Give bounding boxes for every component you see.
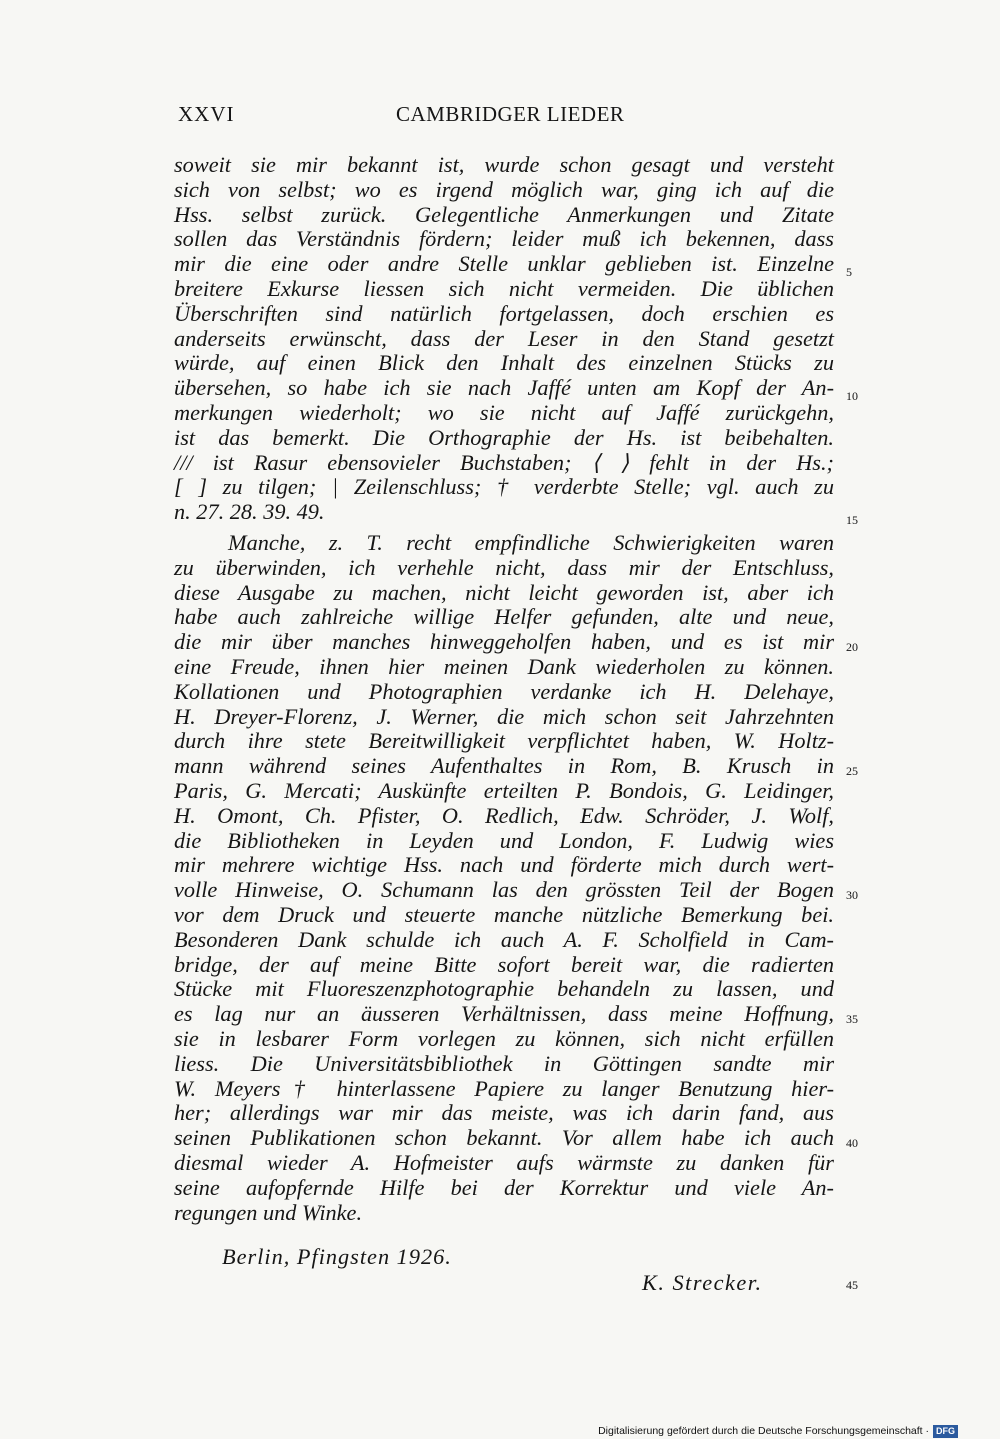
- text-line: Überschriften sind natürlich fortgelassen, doch erschien es: [174, 300, 834, 326]
- text-line: Stücke mit Fluoreszenzphotographie behandeln zu lassen, und: [174, 976, 834, 1002]
- digitization-credit: [598, 1424, 958, 1438]
- text-line: sich von selbst; wo es irgend möglich war, ging ich auf die: [174, 176, 834, 202]
- text-line: liess. Die Universitätsbibliothek in Göttingen sandte mir: [174, 1050, 834, 1076]
- text-line: würde, auf einen Blick den Inhalt des einzelnen Stücks zu: [174, 350, 834, 376]
- text-line: seinen Publikationen schon bekannt. Vor allem habe ich auch: [174, 1125, 834, 1151]
- text-line: regungen und Winke.: [174, 1199, 363, 1225]
- line-number: 15: [846, 513, 858, 527]
- place-date: Berlin, Pfingsten 1926.: [222, 1244, 452, 1269]
- text-line: H. Omont, Ch. Pfister, O. Redlich, Edw. Schröder, J. Wolf,: [174, 802, 834, 828]
- text-line: breitere Exkurse liessen sich nicht vermeiden. Die üblichen: [174, 276, 834, 301]
- text-line: [ ] zu tilgen; | Zeilenschluss; † verderbte Stelle; vgl. auch zu: [174, 474, 834, 500]
- text-line: mir die eine oder andre Stelle unklar geblieben ist. Einzelne: [174, 251, 834, 277]
- text-line: durch ihre stete Bereitwilligkeit verpflichtet haben, W. Holtz-: [174, 728, 834, 754]
- text-line: W. Meyers† hinterlassene Papiere zu langer Benutzung hier-: [174, 1075, 834, 1101]
- text-line: die mir über manches hinweggeholfen haben, und es ist mir: [174, 629, 834, 655]
- text-line: sie in lesbarer Form vorlegen zu können, sich nicht erfüllen: [174, 1026, 834, 1051]
- text-line: diese Ausgabe zu machen, nicht leicht geworden ist, aber ich: [174, 579, 834, 605]
- line-number: 10: [846, 389, 858, 403]
- text-line: /// ist Rasur ebensovieler Buchstaben; ⟨ ⟩ fehlt in der Hs.;: [174, 449, 834, 475]
- text-line: Besonderen Dank schulde ich auch A. F. Scholfield in Cam-: [174, 926, 834, 952]
- credit-text: Digitalisierung gefördert durch die Deutsche Forschungsgemeinschaft ·: [598, 1425, 929, 1437]
- text-line: zu überwinden, ich verhehle nicht, dass mir der Entschluss,: [174, 554, 834, 580]
- dfg-logo: DFG: [933, 1425, 958, 1438]
- line-number: 20: [846, 640, 858, 654]
- running-title: CAMBRIDGER LIEDER: [396, 102, 625, 126]
- line-number: 45: [846, 1278, 858, 1292]
- line-number: 30: [846, 888, 858, 902]
- text-line: habe auch zahlreiche willige Helfer gefunden, alte und neue,: [174, 604, 834, 630]
- line-number: 5: [846, 265, 852, 279]
- text-line: bridge, der auf meine Bitte sofort bereit war, die radierten: [174, 951, 834, 977]
- line-number: 25: [846, 764, 858, 778]
- text-line: die Bibliotheken in Leyden und London, F. Ludwig wies: [174, 827, 834, 853]
- text-line: eine Freude, ihnen hier meinen Dank wiederholen zu können.: [174, 654, 834, 679]
- text-line: diesmal wieder A. Hofmeister aufs wärmste zu danken für: [174, 1150, 834, 1175]
- text-line: volle Hinweise, O. Schumann las den grössten Teil der Bogen: [174, 877, 834, 903]
- text-line: merkungen wiederholt; wo sie nicht auf Jaffé zurückgehn,: [174, 400, 834, 425]
- page-number: XXVI: [178, 102, 235, 126]
- line-number: 40: [846, 1136, 858, 1150]
- line-number: 35: [846, 1012, 858, 1026]
- text-line: anderseits erwünscht, dass der Leser in den Stand gesetzt: [174, 325, 834, 351]
- text-line: soweit sie mir bekannt ist, wurde schon gesagt und versteht: [174, 152, 834, 177]
- text-line: Kollationen und Photographien verdanke ich H. Delehaye,: [174, 678, 834, 704]
- text-line: seine aufopfernde Hilfe bei der Korrektur und viele An-: [174, 1174, 834, 1200]
- text-line: H. Dreyer-Florenz, J. Werner, die mich schon seit Jahrzehnten: [174, 703, 834, 729]
- text-line: ist das bemerkt. Die Orthographie der Hs. ist beibehalten.: [174, 424, 834, 450]
- paragraph-first-line: Manche, z. T. recht empfindliche Schwierigkeiten waren: [228, 530, 834, 555]
- text-line: sollen das Verständnis fördern; leider muß ich bekennen, dass: [174, 226, 834, 252]
- text-line: übersehen, so habe ich sie nach Jaffé unten am Kopf der An-: [174, 375, 834, 401]
- text-line: mir mehrere wichtige Hss. nach und förderte mich durch wert-: [174, 852, 834, 878]
- text-line: her; allerdings war mir das meiste, was ich darin fand, aus: [174, 1100, 834, 1126]
- text-line: n. 27. 28. 39. 49.: [174, 499, 325, 525]
- text-line: mann während seines Aufenthaltes in Rom, B. Krusch in: [174, 753, 834, 779]
- author-signature: K. Strecker.: [642, 1270, 763, 1295]
- text-line: Hss. selbst zurück. Gelegentliche Anmerkungen und Zitate: [174, 201, 834, 227]
- text-line: es lag nur an äusseren Verhältnissen, dass meine Hoffnung,: [174, 1001, 834, 1027]
- text-line: vor dem Druck und steuerte manche nützliche Bemerkung bei.: [174, 902, 834, 927]
- text-line: Paris, G. Mercati; Auskünfte erteilten P. Bondois, G. Leidinger,: [174, 778, 834, 803]
